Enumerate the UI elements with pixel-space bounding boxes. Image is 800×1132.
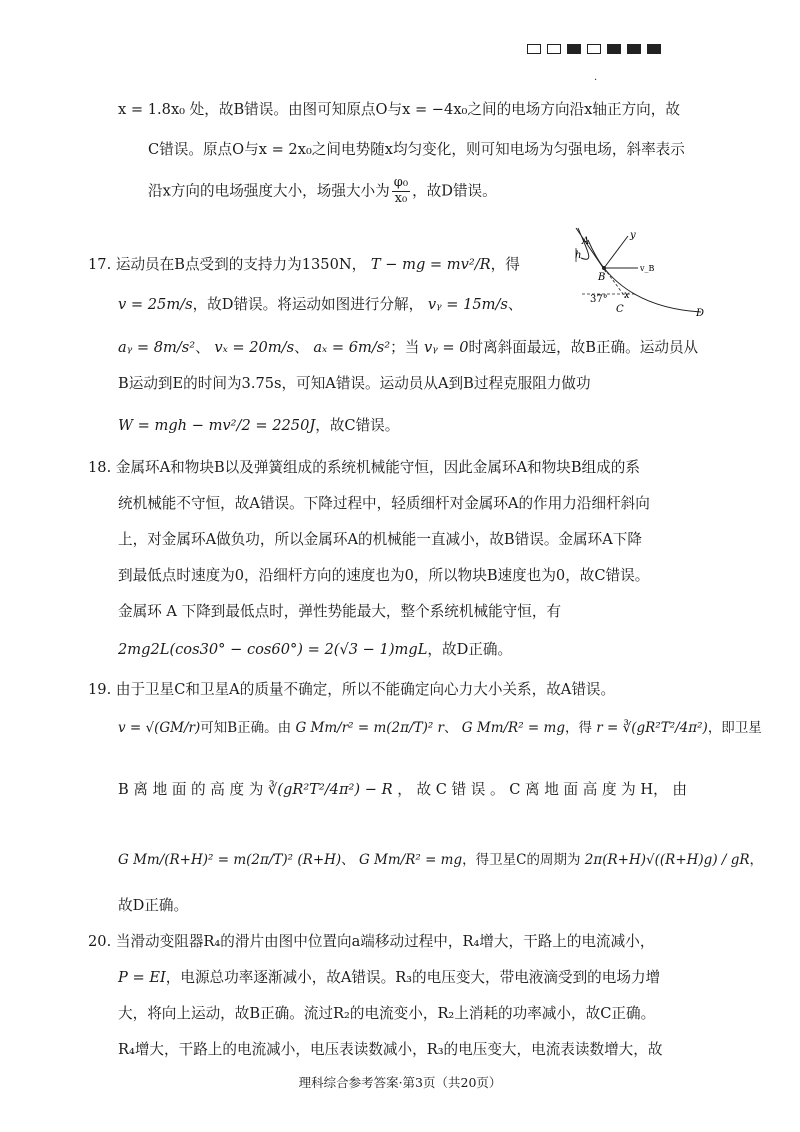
text-span: ；当 xyxy=(390,339,420,356)
text-span: ，电源总功率逐渐减小，故A错误。R₃的电压变大，带电液滴受到的电场力增 xyxy=(165,969,661,986)
text-line: B运动到E的时间为3.75s，可知A错误。运动员从A到B过程克服阻力做功 xyxy=(118,375,591,392)
text-span: ，故D错误。将运动如图进行分解， xyxy=(192,296,424,313)
label-D: D xyxy=(696,308,705,319)
text-span: ，得 xyxy=(490,256,520,273)
text-span: ，故D正确。 xyxy=(427,641,513,658)
text-span: ， 故 C 错 误 。 C 离 地 面 高 度 为 H， 由 xyxy=(397,781,687,798)
text-span: 、 xyxy=(341,852,355,868)
text-line: 故D正确。 xyxy=(118,897,189,914)
text-span: ， xyxy=(749,852,764,868)
question-number: 20. xyxy=(88,933,112,950)
equation: v = 25m/s xyxy=(118,296,193,313)
mark-empty xyxy=(587,44,601,54)
text-line xyxy=(118,336,698,357)
equation: r = ∛(gR²T²/4π²) xyxy=(596,720,708,736)
equation: vₓ = 20m/s xyxy=(214,339,295,356)
text-span: 运动员在B点受到的支持力为1350N， xyxy=(115,256,367,273)
text-line: 统机械能不守恒，故A错误。下降过程中，轻质细杆对金属环A的作用力沿细杆斜向 xyxy=(118,495,650,512)
text-line xyxy=(118,848,763,868)
text-line: R₄增大，干路上的电流减小，电压表读数减小，R₃的电压变大，电流表读数增大，故 xyxy=(118,1041,663,1058)
equation: P = EI xyxy=(118,969,166,986)
denominator: x₀ xyxy=(394,190,408,206)
equation: G Mm/(R+H)² = m(2π/T)² (R+H) xyxy=(118,852,342,868)
text-span: 可知B正确。由 xyxy=(200,720,292,736)
text-line xyxy=(118,778,687,799)
text-line xyxy=(118,414,399,435)
text-span: ，故D错误。 xyxy=(412,182,497,200)
text-span: 、 xyxy=(444,720,458,736)
text-line: C错误。原点O与x = 2x₀之间电势随x均匀变化，则可知电场为匀强电场，斜率表示 xyxy=(148,141,685,158)
text-span: 当滑动变阻器R₄的滑片由图中位置向a端移动过程中，R₄增大，干路上的电流减小， xyxy=(115,933,655,950)
text-line xyxy=(118,638,512,659)
mark-empty xyxy=(547,44,561,54)
equation: G Mm/R² = mg xyxy=(358,852,463,868)
question-20 xyxy=(88,930,654,951)
numerator: φ₀ xyxy=(393,175,409,190)
equation: ∛(gR²T²/4π²) − R xyxy=(268,781,393,798)
question-17 xyxy=(88,253,520,274)
question-number: 17. xyxy=(88,256,112,273)
text-line xyxy=(148,176,497,207)
text-span: 、 xyxy=(294,339,309,356)
equation: G Mm/r² = m(2π/T)² r xyxy=(295,720,444,736)
label-B: B xyxy=(598,272,606,283)
label-A: A xyxy=(582,236,590,247)
mark-filled xyxy=(627,44,641,54)
text-span: 时离斜面最远，故B正确。运动员从 xyxy=(468,339,699,356)
equation: W = mgh − mv²/2 = 2250J xyxy=(118,417,316,434)
equation: aₓ = 6m/s² xyxy=(313,339,391,356)
text-line xyxy=(118,966,660,987)
y-axis xyxy=(604,236,628,268)
question-18 xyxy=(88,456,640,477)
text-span: 沿x方向的电场强度大小，场强大小为 xyxy=(148,182,390,200)
question-number: 18. xyxy=(88,459,112,476)
equation: 2π(R+H)√((R+H)g) / gR xyxy=(584,852,750,868)
text-line: 到最低点时速度为0，沿细杆方向的速度也为0，所以物块B速度也为0，故C错误。 xyxy=(118,567,650,584)
text-line: 上，对金属环A做负功，所以金属环A的机械能一直减小，故B错误。金属环A下降 xyxy=(118,531,642,548)
text-line: x = 1.8x₀ 处，故B错误。由图可知原点O与x = −4x₀之间的电场方向沿x轴正方向，故 xyxy=(118,101,680,118)
equation: v = √(GM/r) xyxy=(118,720,201,736)
fraction xyxy=(392,176,410,207)
mark-filled xyxy=(607,44,621,54)
question-19 xyxy=(88,678,615,699)
equation: vᵧ = 15m/s xyxy=(427,296,508,313)
label-x: x xyxy=(624,290,630,301)
text-line: 大，将向上运动，故B正确。流过R₂的电流变小，R₂上消耗的功率减小，故C正确。 xyxy=(118,1005,656,1022)
question-number: 19. xyxy=(88,681,112,698)
text-span: ，即卫星 xyxy=(707,720,762,736)
equation: T − mg = mv²/R xyxy=(370,256,491,273)
text-line xyxy=(118,716,762,736)
header-dot: . xyxy=(594,72,598,83)
text-span: 金属环A和物块B以及弹簧组成的系统机械能守恒，因此金属环A和物块B组成的系 xyxy=(115,459,640,476)
equation: aᵧ = 8m/s² xyxy=(118,339,196,356)
label-angle: 37° xyxy=(590,294,608,305)
text-span: ，故C错误。 xyxy=(315,417,400,434)
motion-diagram xyxy=(576,228,706,324)
mark-empty xyxy=(527,44,541,54)
text-span: ，得 xyxy=(564,720,592,736)
text-span: 、 xyxy=(507,296,523,313)
page-footer: 理科综合参考答案·第3页（共20页） xyxy=(298,1075,502,1090)
equation: G Mm/R² = mg xyxy=(461,720,565,736)
mark-filled xyxy=(647,44,661,54)
mark-filled xyxy=(567,44,581,54)
text-span: ，得卫星C的周期为 xyxy=(462,852,581,868)
text-span: B 离 地 面 的 高 度 为 xyxy=(118,781,264,798)
equation: vᵧ = 0 xyxy=(423,339,469,356)
label-h: h xyxy=(575,250,582,261)
text-line xyxy=(118,293,523,314)
label-vB: v_B xyxy=(640,264,655,273)
text-span: 由于卫星C和卫星A的质量不确定，所以不能确定向心力大小关系，故A错误。 xyxy=(115,681,616,698)
equation: 2mg2L(cos30° − cos60°) = 2(√3 − 1)mgL xyxy=(118,641,428,658)
text-span: 、 xyxy=(195,339,210,356)
header-marks xyxy=(527,44,661,54)
label-y: y xyxy=(630,230,636,241)
label-C: C xyxy=(616,304,624,315)
point-B xyxy=(602,266,606,270)
text-line: 金属环 A 下降到最低点时，弹性势能最大，整个系统机械能守恒，有 xyxy=(118,603,562,620)
